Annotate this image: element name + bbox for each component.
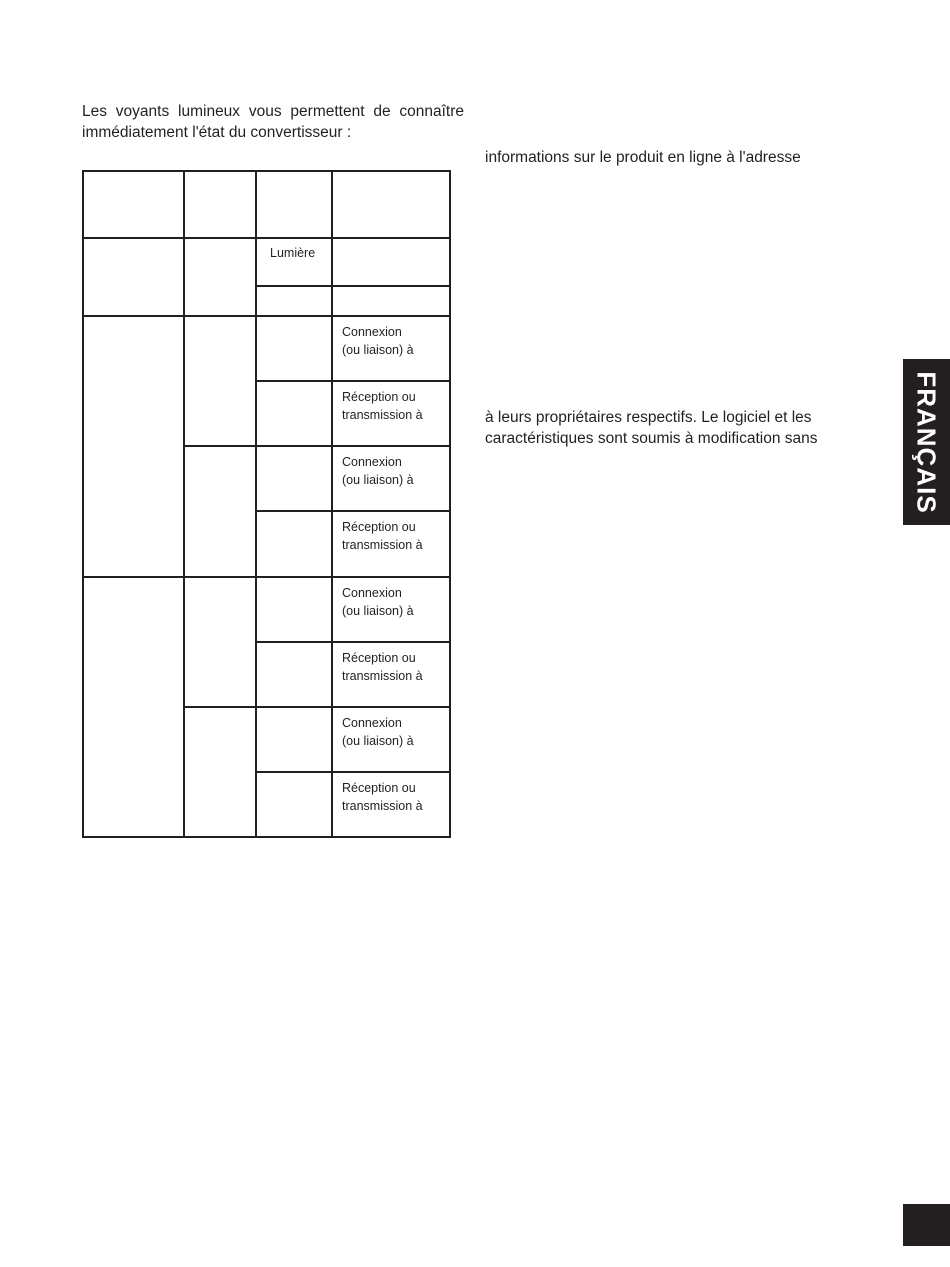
table-cell: Réception ou transmission à: [342, 651, 423, 683]
table-header-divider: [82, 237, 451, 239]
language-tab-francais: [903, 359, 950, 525]
table-cell: Réception ou transmission à: [342, 520, 423, 552]
table-cell: Connexion (ou liaison) à: [342, 325, 414, 357]
table-border-left: [82, 170, 84, 838]
table-cell: Réception ou transmission à: [342, 390, 423, 422]
intro-line-1: Les voyants lumineux vous permettent de connaître: [82, 103, 464, 120]
table-row-divider: [255, 641, 451, 643]
table-cell: Connexion (ou liaison) à: [342, 455, 414, 487]
table-cell: Connexion (ou liaison) à: [342, 716, 414, 748]
right-text-line-2: à leurs propriétaires respectifs. Le logiciel et les: [485, 409, 812, 426]
table-divider-col-1: [183, 170, 185, 838]
table-divider-col-3: [331, 170, 333, 838]
table-row-divider: [183, 445, 451, 447]
intro-line-2: immédiatement l'état du convertisseur :: [82, 124, 352, 141]
table-border-top: [82, 170, 451, 172]
right-text-line-3: caractéristiques sont soumis à modification sans: [485, 430, 818, 447]
table-border-right: [449, 170, 451, 838]
table-group-divider: [82, 576, 451, 578]
table-row-divider: [255, 380, 451, 382]
table-cell: Connexion (ou liaison) à: [342, 586, 414, 618]
table-group-divider: [82, 315, 451, 317]
table-border-bottom: [82, 836, 451, 838]
table-row-divider: [183, 706, 451, 708]
page-number-tab: [903, 1204, 950, 1246]
cell-lumiere: Lumière: [270, 246, 316, 260]
table-divider-col-2: [255, 170, 257, 838]
table-cell: Réception ou transmission à: [342, 781, 423, 813]
table-row-divider: [255, 285, 451, 287]
language-tab-label: FRANÇAIS: [912, 370, 942, 514]
table-row-divider: [255, 771, 451, 773]
table-row-divider: [255, 510, 451, 512]
right-text-line-1: informations sur le produit en ligne à l'adresse: [485, 149, 801, 166]
intro-paragraph: [82, 101, 464, 143]
